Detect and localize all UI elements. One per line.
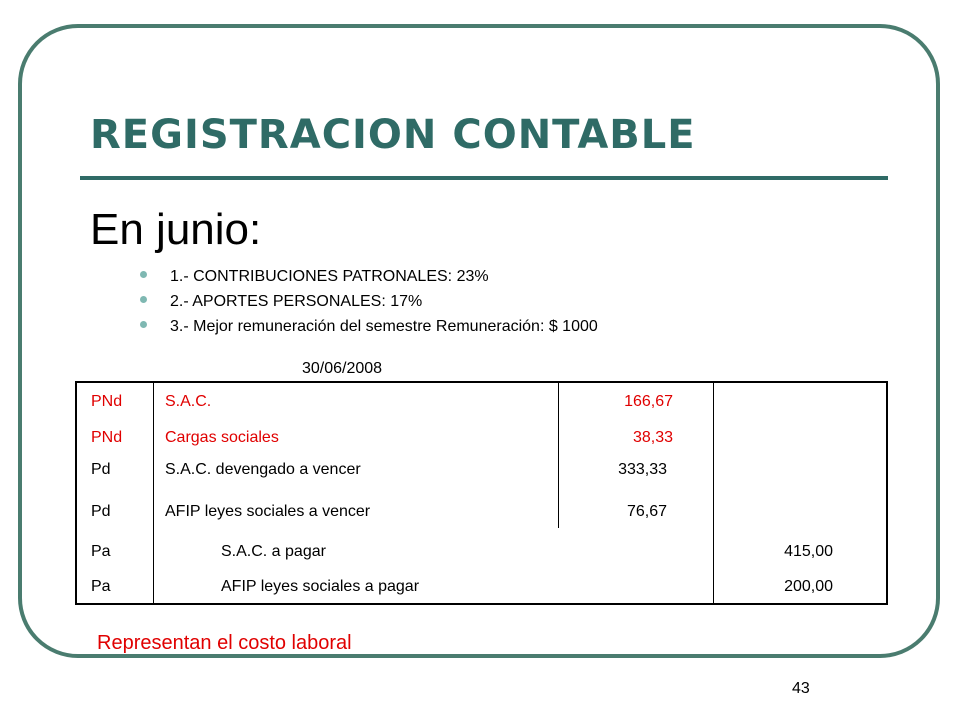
entry-code: Pa xyxy=(91,543,111,560)
entry-account: S.A.C. xyxy=(165,393,212,410)
entry-code: Pd xyxy=(91,461,111,478)
entry-code: PNd xyxy=(91,429,123,446)
entry-account: AFIP leyes sociales a vencer xyxy=(165,503,371,520)
slide-subtitle: En junio: xyxy=(90,205,262,254)
entry-code: PNd xyxy=(91,393,123,410)
entry-code: Pd xyxy=(91,503,111,520)
entry-account: Cargas sociales xyxy=(165,429,279,446)
page-number: 43 xyxy=(792,680,810,697)
entry-debit: 76,67 xyxy=(626,503,667,520)
bullet-text: 1.- CONTRIBUCIONES PATRONALES: 23% xyxy=(170,268,489,285)
entry-debit: 333,33 xyxy=(618,461,667,478)
bullet-list xyxy=(140,264,598,339)
bullet-item xyxy=(140,289,598,314)
entry-credit: 200,00 xyxy=(784,578,833,595)
bullet-text: 3.- Mejor remuneración del semestre Remuneración: $ 1000 xyxy=(170,318,598,335)
entry-account: AFIP leyes sociales a pagar xyxy=(221,578,420,595)
entry-account: S.A.C. a pagar xyxy=(221,543,326,560)
entry-debit: 38,33 xyxy=(632,429,673,446)
bullet-item xyxy=(140,314,598,339)
bullet-dot-icon xyxy=(140,271,147,278)
bullet-text: 2.- APORTES PERSONALES: 17% xyxy=(170,293,423,310)
footnote: Representan el costo laboral xyxy=(97,632,352,654)
bullet-dot-icon xyxy=(140,296,147,303)
column-divider-credit xyxy=(713,383,714,603)
entry-account: S.A.C. devengado a vencer xyxy=(165,461,361,478)
entry-debit: 166,67 xyxy=(624,393,673,410)
entry-date: 30/06/2008 xyxy=(302,360,383,377)
column-divider-debit xyxy=(558,383,559,528)
column-divider-code xyxy=(153,383,154,603)
entry-code: Pa xyxy=(91,578,111,595)
title-underline xyxy=(80,176,888,180)
slide-title: REGISTRACION CONTABLE xyxy=(90,112,696,158)
entry-credit: 415,00 xyxy=(784,543,833,560)
bullet-item xyxy=(140,264,598,289)
journal-entry-table xyxy=(75,381,888,605)
bullet-dot-icon xyxy=(140,321,147,328)
